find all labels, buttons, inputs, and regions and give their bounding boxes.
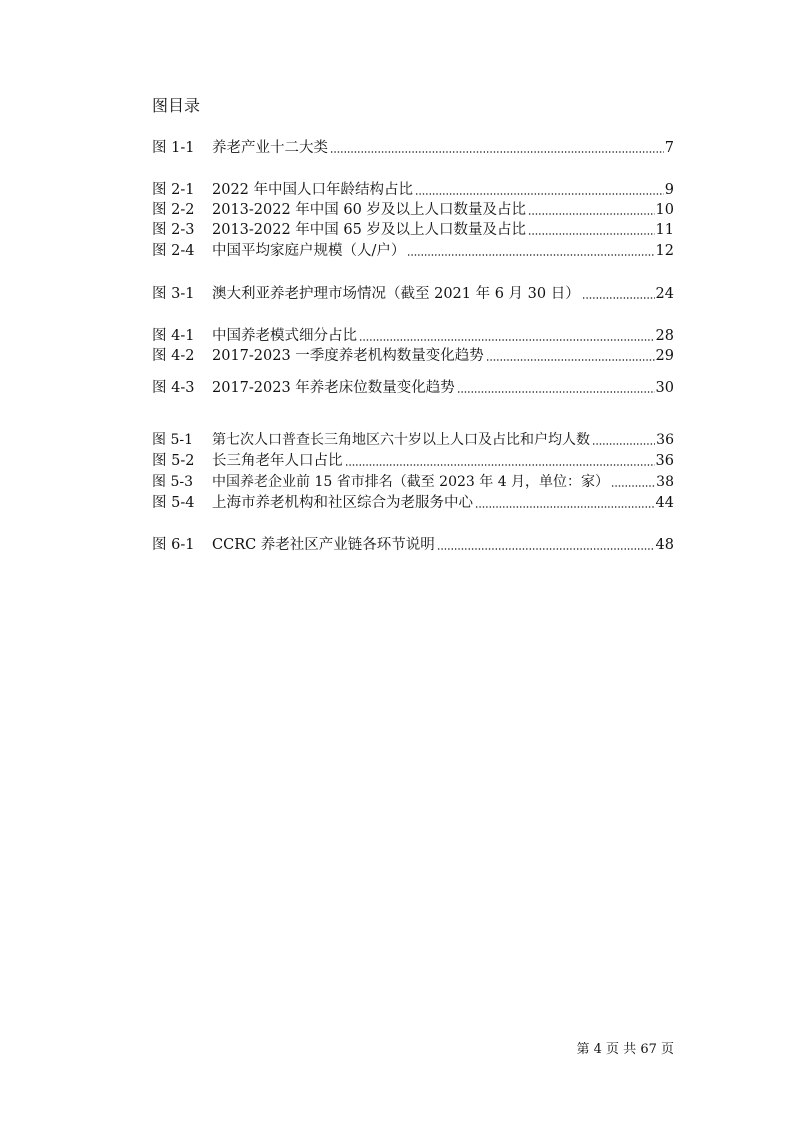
figure-title: 养老产业十二大类: [212, 140, 328, 156]
toc-entry[interactable]: [152, 220, 674, 240]
toc-entry[interactable]: [152, 326, 674, 346]
toc-entry[interactable]: [152, 535, 674, 555]
toc-entry[interactable]: [152, 378, 674, 398]
figure-title: 2013-2022 年中国 65 岁及以上人口数量及占比: [212, 222, 526, 238]
figure-number: 图 2-3: [152, 222, 195, 238]
page-number: 7: [664, 140, 674, 156]
dot-leader: [415, 193, 664, 195]
page-number: 10: [655, 202, 674, 218]
page-number: 36: [655, 453, 674, 469]
figure-title: 2022 年中国人口年龄结构占比: [212, 182, 414, 198]
dot-leader: [528, 233, 655, 235]
toc-entry[interactable]: [152, 138, 674, 158]
figure-number: 图 4-2: [152, 348, 195, 364]
dot-leader: [528, 213, 655, 215]
figure-number: 图 4-3: [152, 380, 195, 396]
figure-number: 图 4-1: [152, 328, 195, 344]
dot-leader: [407, 254, 654, 256]
toc-entry[interactable]: [152, 430, 674, 450]
dot-leader: [486, 359, 655, 361]
page-number: 30: [655, 380, 674, 396]
dot-leader: [330, 151, 664, 153]
toc-entry[interactable]: [152, 200, 674, 220]
figure-title: 中国养老模式细分占比: [212, 328, 357, 344]
figure-number: 图 1-1: [152, 140, 195, 156]
figure-title: 2017-2023 一季度养老机构数量变化趋势: [212, 348, 484, 364]
page-number: 38: [656, 474, 674, 490]
dot-leader: [457, 391, 655, 393]
page-number: 29: [655, 348, 674, 364]
page-number: 44: [655, 495, 674, 511]
dot-leader: [345, 464, 655, 466]
figure-number: 图 2-4: [152, 243, 195, 259]
dot-leader: [475, 506, 655, 508]
figure-title: 澳大利亚养老护理市场情况（截至 2021 年 6 月 30 日）: [212, 286, 580, 302]
page-number: 48: [655, 537, 674, 553]
page-footer: 第 4 页 共 67 页: [576, 1042, 674, 1057]
dot-leader: [359, 339, 655, 341]
toc-entry[interactable]: [152, 284, 674, 304]
toc-entry[interactable]: [152, 472, 674, 492]
page-number: 36: [656, 432, 674, 448]
toc-entry[interactable]: [152, 346, 674, 366]
dot-leader: [582, 297, 655, 299]
toc-entry[interactable]: [152, 180, 674, 200]
dot-leader: [611, 485, 655, 487]
page-number: 28: [655, 328, 674, 344]
dot-leader: [437, 548, 655, 550]
dot-leader: [592, 443, 655, 445]
toc-entry[interactable]: [152, 451, 674, 471]
page-number: 9: [664, 182, 674, 198]
figure-number: 图 2-1: [152, 182, 195, 198]
toc-entry[interactable]: [152, 493, 674, 513]
figure-number: 图 2-2: [152, 202, 195, 218]
figure-number: 图 5-3: [152, 474, 193, 490]
figure-title: 2013-2022 年中国 60 岁及以上人口数量及占比: [212, 202, 526, 218]
figure-title: 2017-2023 年养老床位数量变化趋势: [212, 380, 455, 396]
figure-title: 中国养老企业前 15 省市排名（截至 2023 年 4 月，单位：家）: [212, 474, 610, 490]
figure-title: CCRC 养老社区产业链各环节说明: [212, 537, 435, 553]
figure-title: 第七次人口普查长三角地区六十岁以上人口及占比和户均人数: [212, 432, 590, 448]
figure-title: 长三角老年人口占比: [212, 453, 343, 469]
toc-entry[interactable]: [152, 241, 674, 261]
page-number: 12: [655, 243, 674, 259]
page-number: 11: [655, 222, 674, 238]
figure-title: 上海市养老机构和社区综合为老服务中心: [212, 495, 473, 511]
figure-title: 中国平均家庭户规模（人/户）: [212, 243, 406, 259]
toc-heading: 图目录: [152, 96, 201, 115]
figure-number: 图 6-1: [152, 537, 195, 553]
figure-number: 图 3-1: [152, 286, 195, 302]
figure-number: 图 5-2: [152, 453, 195, 469]
figure-number: 图 5-4: [152, 495, 195, 511]
page-number: 24: [655, 286, 674, 302]
figure-number: 图 5-1: [152, 432, 193, 448]
